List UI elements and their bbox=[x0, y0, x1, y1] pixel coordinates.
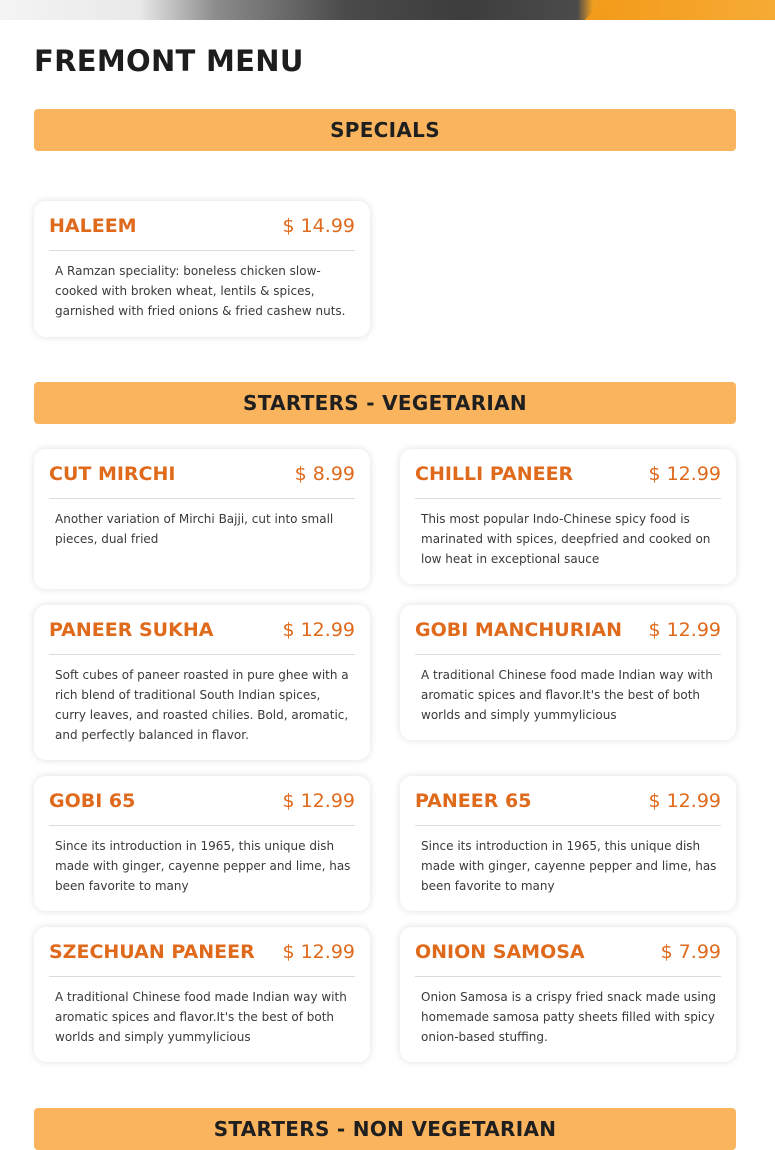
section-title: STARTERS - NON VEGETARIAN bbox=[213, 1117, 557, 1141]
menu-item-price: $ 12.99 bbox=[648, 789, 721, 812]
menu-item-description: A traditional Chinese food made Indian way with aromatic spices and flavor.It's the best of both worlds and simply yummylicious bbox=[421, 668, 713, 722]
menu-item-card[interactable] bbox=[400, 927, 736, 1062]
menu-item-header bbox=[49, 776, 355, 826]
menu-item-card[interactable] bbox=[34, 776, 370, 911]
menu-item-card[interactable] bbox=[34, 605, 370, 760]
menu-item-description: A traditional Chinese food made Indian way with aromatic spices and flavor.It's the best of both worlds and simply yummylicious bbox=[55, 990, 347, 1044]
section-title: STARTERS - VEGETARIAN bbox=[243, 391, 527, 415]
menu-item-description: Since its introduction in 1965, this unique dish made with ginger, cayenne pepper and lime, has been favorite to many bbox=[421, 839, 717, 893]
menu-item-header bbox=[49, 927, 355, 977]
menu-item-description: Soft cubes of paneer roasted in pure ghee with a rich blend of traditional South Indian spices, curry leaves, and roasted chilies. Bold, aromatic, and perfectly balanced in flavor. bbox=[55, 668, 349, 742]
menu-item-price: $ 12.99 bbox=[282, 789, 355, 812]
hero-banner-accent bbox=[585, 0, 775, 20]
section-header-starters-vegetarian bbox=[34, 382, 736, 424]
menu-item-description: Another variation of Mirchi Bajji, cut into small pieces, dual fried bbox=[55, 512, 334, 546]
menu-item-price: $ 7.99 bbox=[660, 940, 721, 963]
menu-item-card[interactable] bbox=[400, 605, 736, 740]
menu-item-header bbox=[415, 605, 721, 655]
menu-item-name: PANEER 65 bbox=[415, 789, 532, 812]
menu-item-description: Onion Samosa is a crispy fried snack made using homemade samosa patty sheets filled with spicy onion-based stuffing. bbox=[421, 990, 716, 1044]
menu-item-name: SZECHUAN PANEER bbox=[49, 940, 255, 963]
menu-item-header bbox=[49, 449, 355, 499]
menu-item-name: CUT MIRCHI bbox=[49, 462, 176, 485]
menu-item-header bbox=[49, 201, 355, 251]
menu-item-name: GOBI 65 bbox=[49, 789, 136, 812]
menu-item-price: $ 12.99 bbox=[648, 618, 721, 641]
menu-item-card[interactable] bbox=[400, 449, 736, 584]
menu-item-price: $ 14.99 bbox=[282, 214, 355, 237]
hero-banner-image bbox=[0, 0, 770, 20]
menu-item-name: ONION SAMOSA bbox=[415, 940, 585, 963]
menu-item-name: CHILLI PANEER bbox=[415, 462, 574, 485]
menu-item-card[interactable] bbox=[400, 776, 736, 911]
menu-item-name: HALEEM bbox=[49, 214, 137, 237]
menu-item-description: This most popular Indo-Chinese spicy food is marinated with spices, deepfried and cooked on low heat in exceptional sauce bbox=[421, 512, 711, 566]
menu-item-name: PANEER SUKHA bbox=[49, 618, 214, 641]
section-title: SPECIALS bbox=[330, 118, 440, 142]
menu-item-description: Since its introduction in 1965, this unique dish made with ginger, cayenne pepper and lime, has been favorite to many bbox=[55, 839, 351, 893]
menu-item-card[interactable] bbox=[34, 449, 370, 589]
menu-item-header bbox=[415, 776, 721, 826]
menu-item-card[interactable] bbox=[34, 927, 370, 1062]
menu-item-price: $ 12.99 bbox=[282, 618, 355, 641]
menu-item-header bbox=[415, 449, 721, 499]
menu-item-price: $ 8.99 bbox=[294, 462, 355, 485]
menu-item-card[interactable] bbox=[34, 201, 370, 337]
section-header-specials bbox=[34, 109, 736, 151]
menu-item-name: GOBI MANCHURIAN bbox=[415, 618, 623, 641]
menu-item-price: $ 12.99 bbox=[282, 940, 355, 963]
menu-item-price: $ 12.99 bbox=[648, 462, 721, 485]
menu-item-header bbox=[415, 927, 721, 977]
section-header-starters-non-vegetarian bbox=[34, 1108, 736, 1150]
menu-item-description: A Ramzan speciality: boneless chicken slow-cooked with broken wheat, lentils & spices, garnished with fried onions & fried cashew nuts. bbox=[55, 264, 346, 318]
page-title: FREMONT MENU bbox=[34, 44, 304, 78]
menu-item-header bbox=[49, 605, 355, 655]
